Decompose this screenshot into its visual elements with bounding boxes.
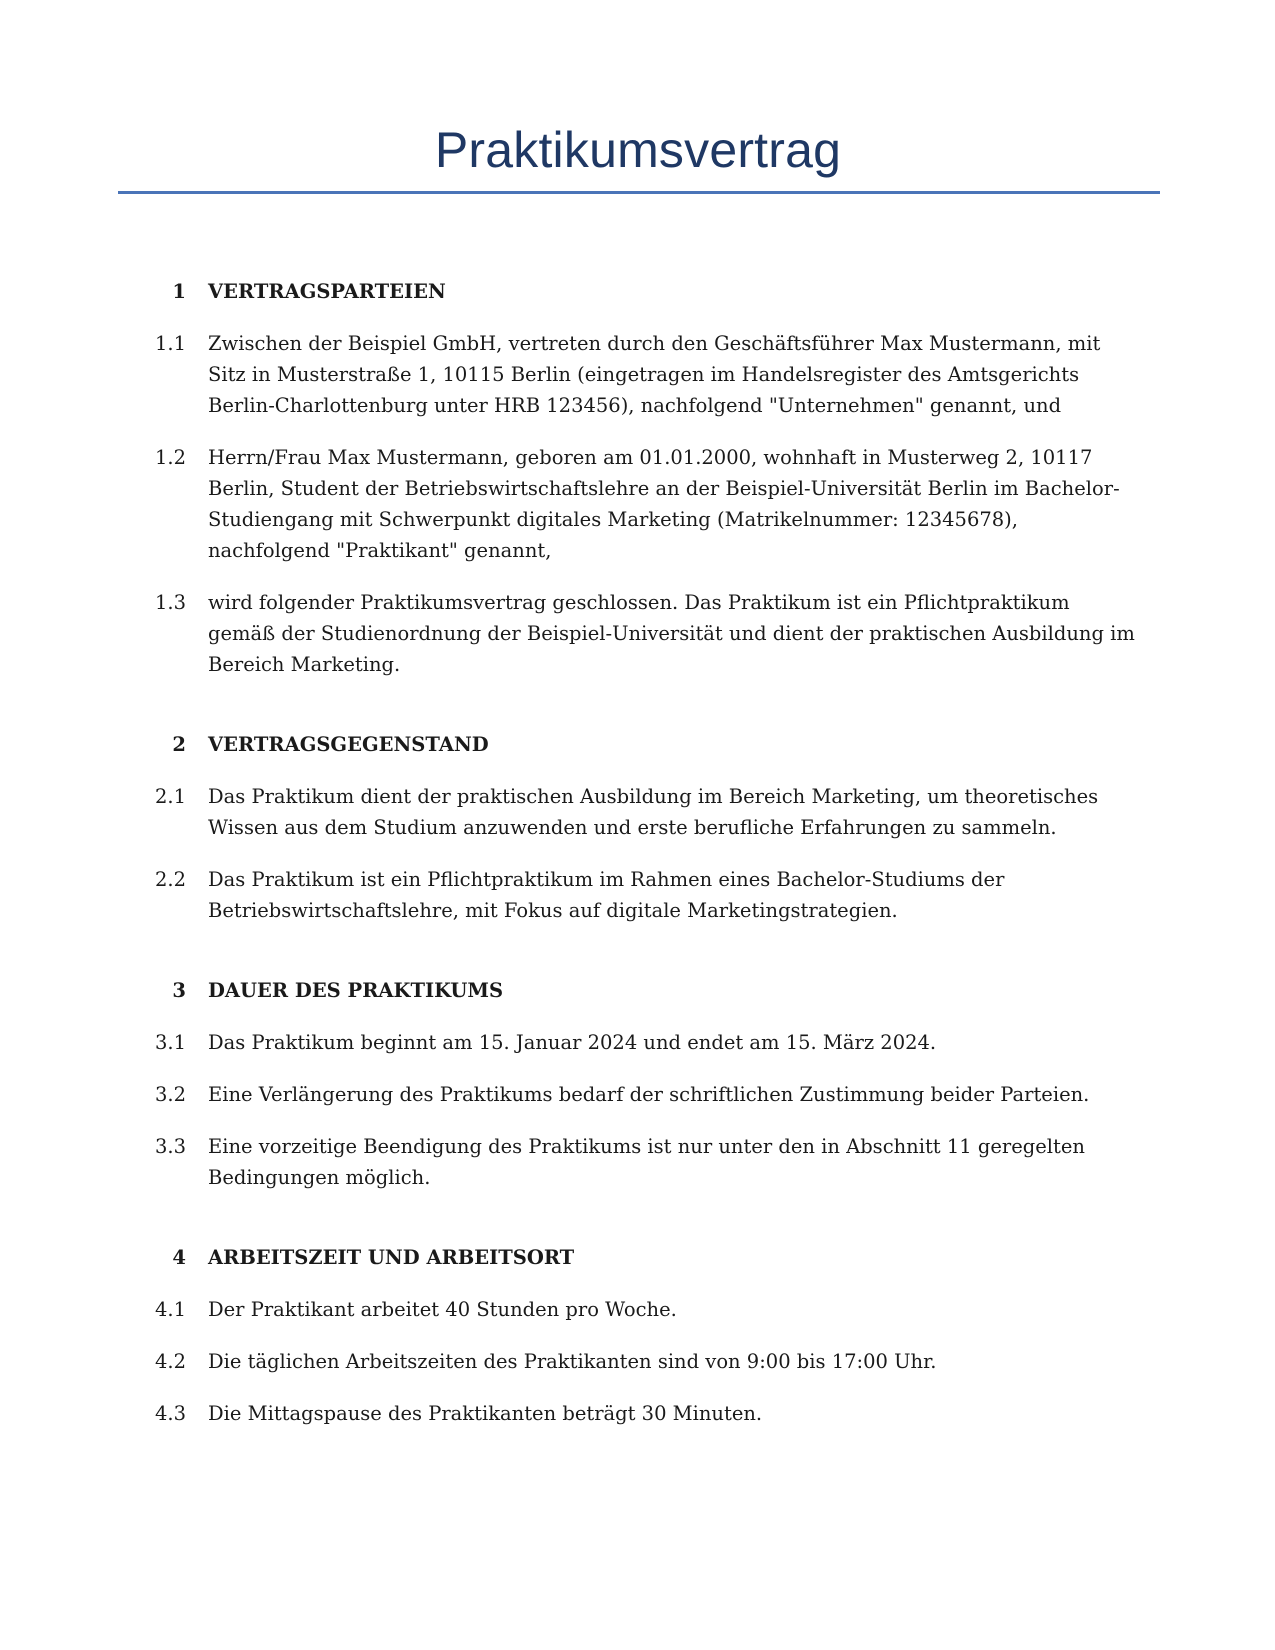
document-title: Praktikumsvertrag xyxy=(434,122,842,178)
section-heading xyxy=(0,975,1275,1006)
clause xyxy=(0,864,1138,926)
section-heading xyxy=(0,276,1275,307)
clause-number: 1.3 xyxy=(154,591,186,614)
clause xyxy=(0,1131,1138,1193)
clause-text: Die Mittagspause des Praktikanten beträgt 30 Minuten. xyxy=(208,1402,763,1425)
section-heading xyxy=(0,1242,1275,1273)
clause xyxy=(0,328,1138,421)
clause-number: 2.1 xyxy=(154,785,186,808)
title-underline xyxy=(118,191,1160,194)
section-heading xyxy=(0,729,1275,760)
clause xyxy=(0,1027,1138,1058)
clause-text: Der Praktikant arbeitet 40 Stunden pro Woche. xyxy=(208,1298,677,1321)
clause-number: 3.3 xyxy=(154,1135,186,1158)
clause-text: Die täglichen Arbeitszeiten des Praktikanten sind von 9:00 bis 17:00 Uhr. xyxy=(208,1350,937,1373)
section-title: DAUER DES PRAKTIKUMS xyxy=(208,979,504,1002)
section-title: VERTRAGSPARTEIEN xyxy=(208,280,446,303)
document-body xyxy=(0,276,1275,1478)
section-dauer-des-praktikums xyxy=(0,975,1275,1193)
section-number: 1 xyxy=(172,280,186,303)
section-number: 2 xyxy=(172,733,186,756)
clause-text: Eine Verlängerung des Praktikums bedarf der schriftlichen Zustimmung beider Parteien. xyxy=(208,1083,1090,1106)
clause xyxy=(0,442,1138,566)
clause-number: 3.1 xyxy=(154,1031,186,1054)
clause-text: Das Praktikum beginnt am 15. Januar 2024 und endet am 15. März 2024. xyxy=(208,1031,937,1054)
clause-number: 4.2 xyxy=(154,1350,186,1373)
section-arbeitszeit-und-arbeitsort xyxy=(0,1242,1275,1429)
clause-text: Zwischen der Beispiel GmbH, vertreten durch den Geschäftsführer Max Mustermann, mit Sitz in Musterstraße 1, 10115 Berlin (eingetragen im Handelsregister des Amtsgerichts Berlin-Charlottenburg unter HRB 123456), nachfolgend "Unternehmen" genannt, und xyxy=(208,332,1101,417)
clause xyxy=(0,1398,1138,1429)
section-title: ARBEITSZEIT UND ARBEITSORT xyxy=(208,1246,575,1269)
section-number: 4 xyxy=(172,1246,186,1269)
clause xyxy=(0,1079,1138,1110)
clause-number: 4.3 xyxy=(154,1402,186,1425)
clause-text: wird folgender Praktikumsvertrag geschlossen. Das Praktikum ist ein Pflichtpraktikum gemäß der Studienordnung der Beispiel-Universität und dient der praktischen Ausbildung im Bereich Marketing. xyxy=(208,591,1135,676)
clause-number: 4.1 xyxy=(154,1298,186,1321)
clause-number: 3.2 xyxy=(154,1083,186,1106)
clause-number: 2.2 xyxy=(154,868,186,891)
clause-text: Das Praktikum dient der praktischen Ausbildung im Bereich Marketing, um theoretisches Wissen aus dem Studium anzuwenden und erste berufliche Erfahrungen zu sammeln. xyxy=(208,785,1099,839)
clause xyxy=(0,1294,1138,1325)
clause-text: Das Praktikum ist ein Pflichtpraktikum im Rahmen eines Bachelor-Studiums der Betriebswirtschaftslehre, mit Fokus auf digitale Marketingstrategien. xyxy=(208,868,1005,922)
section-vertragsparteien xyxy=(0,276,1275,680)
clause xyxy=(0,1346,1138,1377)
clause-text: Eine vorzeitige Beendigung des Praktikums ist nur unter den in Abschnitt 11 geregelten Bedingungen möglich. xyxy=(208,1135,1085,1189)
section-number: 3 xyxy=(172,979,186,1002)
clause-text: Herrn/Frau Max Mustermann, geboren am 01.01.2000, wohnhaft in Musterweg 2, 10117 Berlin, Student der Betriebswirtschaftslehre an der Beispiel-Universität Berlin im Bachelor-Studiengang mit Schwerpunkt digitales Marketing (Matrikelnummer: 12345678), nachfolgend "Praktikant" genannt, xyxy=(208,446,1120,562)
section-title: VERTRAGSGEGENSTAND xyxy=(208,733,489,756)
clause xyxy=(0,781,1138,843)
clause-number: 1.2 xyxy=(154,446,186,469)
clause-number: 1.1 xyxy=(154,332,186,355)
section-vertragsgegenstand xyxy=(0,729,1275,926)
clause xyxy=(0,587,1138,680)
